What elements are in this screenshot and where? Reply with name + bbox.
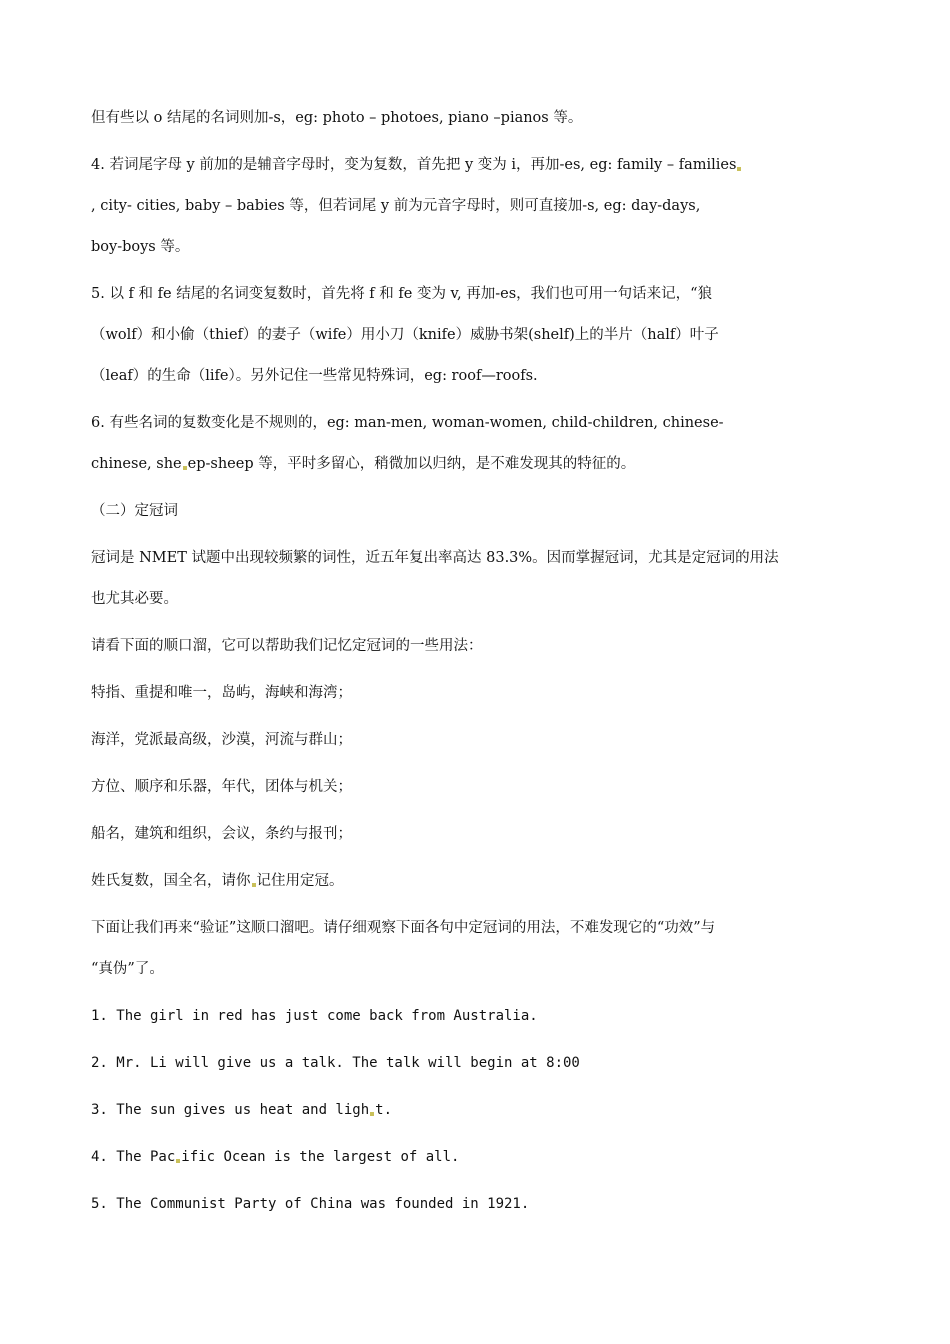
text-run: 记住用定冠。 (256, 873, 344, 889)
paragraph-line: “真伪”了。 (91, 961, 164, 977)
paragraph-line: 也尤其必要。 (91, 591, 178, 607)
text-run: chinese, she (91, 456, 182, 472)
rhyme-line: 船名，建筑和组织，会议，条约与报刊； (91, 826, 352, 842)
text-run: ific Ocean is the largest of all. (181, 1149, 460, 1165)
document-body (91, 98, 861, 1225)
example-sentence (91, 1137, 861, 1178)
paragraph-line: , city- cities, baby – babies 等，但若词尾 y 前为元音字母时，则可直接加-s, eg: day-days, (91, 198, 701, 214)
paragraph-line: 下面让我们再来“验证”这顺口溜吧。请仔细观察下面各句中定冠词的用法，不难发现它的“功效”与 (91, 920, 716, 936)
example-sentence: 1. The girl in red has just come back from Australia. (91, 1008, 538, 1024)
paragraph-line: boy-boys 等。 (91, 239, 190, 255)
example-sentence: 2. Mr. Li will give us a talk. The talk will begin at 8:00 (91, 1055, 580, 1071)
edit-mark-icon (252, 883, 256, 887)
text-run: 4. The Pac (91, 1149, 176, 1165)
rhyme-line (91, 861, 861, 902)
rhyme-line: 海洋，党派最高级，沙漠，河流与群山； (91, 732, 352, 748)
section-heading: （二）定冠词 (91, 503, 178, 519)
example-sentence: 5. The Communist Party of China was founded in 1921. (91, 1196, 530, 1212)
paragraph-line: （wolf）和小偷（thief）的妻子（wife）用小刀（knife）威胁书架(shelf)上的半片（half）叶子 (91, 327, 719, 343)
edit-mark-icon (176, 1159, 180, 1163)
paragraph-line: 5. 以 f 和 fe 结尾的名词变复数时，首先将 f 和 fe 变为 v, 再加-es，我们也可用一句话来记，“狼 (91, 286, 713, 302)
paragraph-line: 请看下面的顺口溜，它可以帮助我们记忆定冠词的一些用法： (91, 638, 483, 654)
text-run: t. (375, 1102, 393, 1118)
rhyme-line: 方位、顺序和乐器，年代，团体与机关； (91, 779, 352, 795)
paragraph-line (91, 145, 861, 186)
paragraph-line: （leaf）的生命（life）。另外记住一些常见特殊词，eg: roof—roofs. (91, 368, 538, 384)
edit-mark-icon (183, 466, 187, 470)
text-run: 3. The sun gives us heat and ligh (91, 1102, 370, 1118)
paragraph-line: 6. 有些名词的复数变化是不规则的，eg: man-men, woman-women, child-children, chinese- (91, 415, 724, 431)
example-sentence (91, 1090, 861, 1131)
paragraph-line: 但有些以 o 结尾的名词则加-s，eg: photo – photoes, piano –pianos 等。 (91, 110, 583, 126)
edit-mark-icon (370, 1112, 374, 1116)
paragraph-line (91, 444, 861, 485)
text-run: ep-sheep 等，平时多留心，稍微加以归纳，是不难发现其的特征的。 (187, 456, 636, 472)
text-run: 姓氏复数，国全名，请你 (91, 873, 251, 889)
text-run: 4. 若词尾字母 y 前加的是辅音字母时，变为复数，首先把 y 变为 i，再加-es, eg: family – families (91, 157, 737, 173)
rhyme-line: 特指、重提和唯一，岛屿，海峡和海湾； (91, 685, 352, 701)
edit-mark-icon (737, 167, 741, 171)
paragraph-line: 冠词是 NMET 试题中出现较频繁的词性，近五年复出率高达 83.3%。因而掌握冠词，尤其是定冠词的用法 (91, 550, 779, 566)
